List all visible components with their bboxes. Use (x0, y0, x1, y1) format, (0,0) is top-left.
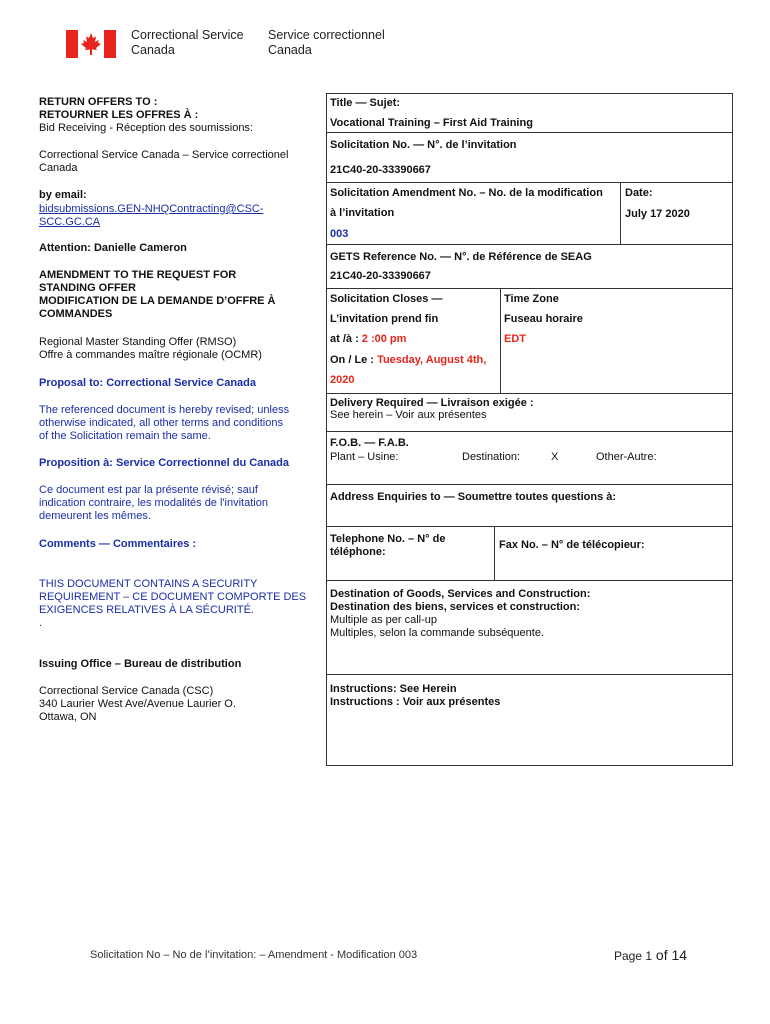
fob-other: Other-Autre: (596, 451, 657, 463)
amendment-label: Solicitation Amendment No. – No. de la modification à l’invitation (330, 187, 603, 219)
date-value: July 17 2020 (625, 208, 690, 220)
date-label: Date: (625, 187, 653, 199)
row-divider (326, 244, 733, 245)
gets-value: 21C40-20-33390667 (330, 270, 431, 282)
fob-destination-mark: X (551, 451, 559, 463)
table-border-left (326, 93, 327, 766)
issuing-address: Correctional Service Canada (CSC) 340 Laurier West Ave/Avenue Laurier O. Ottawa, ON (39, 685, 236, 723)
address-enquiries: Address Enquiries to — Soumettre toutes questions à: (330, 491, 617, 503)
row-divider (326, 431, 733, 432)
table-border-right (732, 93, 733, 766)
row-divider (326, 182, 733, 183)
delivery-label: Delivery Required — Livraison exigée : (330, 397, 534, 409)
issuing-office-heading: Issuing Office – Bureau de distribution (39, 658, 242, 670)
amendment-value: 003 (330, 228, 349, 240)
email-link[interactable]: bidsubmissions.GEN-NHQContracting@CSC- SCC.GC.CA (39, 203, 264, 228)
canada-flag-logo (66, 30, 116, 58)
title-label: Title — Sujet: (330, 97, 401, 109)
destination-block: Destination of Goods, Services and Construction: Destination des biens, services et construction: Multiple as per call-up Multiples, selon la commande subséquente. (330, 588, 591, 639)
gets-label: GETS Reference No. — N°. de Référence de SEAG (330, 251, 592, 263)
rmso-line: Regional Master Standing Offer (RMSO) Offre à commandes maître régionale (OCMR) (39, 336, 262, 361)
timezone-divider (500, 288, 501, 393)
instructions-block: Instructions: See Herein Instructions : Voir aux présentes (330, 683, 501, 708)
delivery-value: See herein – Voir aux présentes (330, 409, 487, 421)
page-number: Page 1 of 14 (614, 947, 688, 963)
telephone-label: Telephone No. – N° de téléphone: (330, 533, 446, 558)
agency-name-en: Correctional Service Canada (131, 28, 244, 57)
agency-name-fr: Service correctionnel Canada (268, 28, 385, 57)
row-divider (326, 288, 733, 289)
revised-fr: Ce document est par la présente révisé; sauf indication contraire, les modalités de l'invitation demeurent les mêmes. (39, 484, 268, 522)
closes-label: Solicitation Closes — L’invitation prend fin (330, 293, 443, 325)
fob-label: F.O.B. — F.A.B. (330, 437, 409, 449)
row-divider (326, 132, 733, 133)
proposition-a: Proposition à: Service Correctionnel du Canada (39, 457, 289, 469)
title-value: Vocational Training – First Aid Training (330, 117, 533, 129)
attention-line: Attention: Danielle Cameron (39, 242, 187, 254)
timezone-label: Time Zone Fuseau horaire (504, 293, 583, 325)
closing-date: On / Le : Tuesday, August 4th, (330, 354, 487, 366)
revised-en: The referenced document is hereby revised; unless otherwise indicated, all other terms and conditions of the Solicitation remain the same. (39, 404, 290, 442)
amendment-title: AMENDMENT TO THE REQUEST FOR STANDING OFFER MODIFICATION DE LA DEMANDE D’OFFRE À COMMANDES (39, 269, 276, 320)
fax-divider (494, 526, 495, 580)
row-divider (326, 526, 733, 527)
fob-destination: Destination: (462, 451, 521, 463)
return-offers-heading: RETURN OFFERS TO : RETOURNER LES OFFRES À : (39, 96, 199, 121)
table-border-bottom (326, 765, 733, 766)
proposal-to: Proposal to: Correctional Service Canada (39, 377, 257, 389)
security-notice: THIS DOCUMENT CONTAINS A SECURITY REQUIREMENT – CE DOCUMENT COMPORTE DES EXIGENCES RELATIVES À LA SÉCURITÉ. . (39, 578, 307, 629)
row-divider (326, 393, 733, 394)
fax-label: Fax No. – N° de télécopieur: (499, 539, 645, 551)
row-divider (326, 674, 733, 675)
closing-time: at /à : 2 :00 pm (330, 333, 407, 345)
row-divider (326, 580, 733, 581)
by-email-label: by email: (39, 189, 87, 201)
solicitation-value: 21C40-20-33390667 (330, 164, 431, 176)
comments-heading: Comments — Commentaires : (39, 538, 197, 550)
table-border-top (326, 93, 733, 94)
fob-plant: Plant – Usine: (330, 451, 399, 463)
bid-receiving: Bid Receiving - Réception des soumissions: (39, 122, 253, 134)
footer-solicitation: Solicitation No – No de l’invitation: – Amendment - Modification 003 (90, 949, 418, 961)
closing-year: 2020 (330, 374, 355, 386)
date-divider (620, 182, 621, 244)
timezone-value: EDT (504, 333, 526, 345)
agency-line: Correctional Service Canada – Service correctionel Canada (39, 149, 289, 174)
row-divider (326, 484, 733, 485)
solicitation-label: Solicitation No. — N°. de l’invitation (330, 139, 517, 151)
